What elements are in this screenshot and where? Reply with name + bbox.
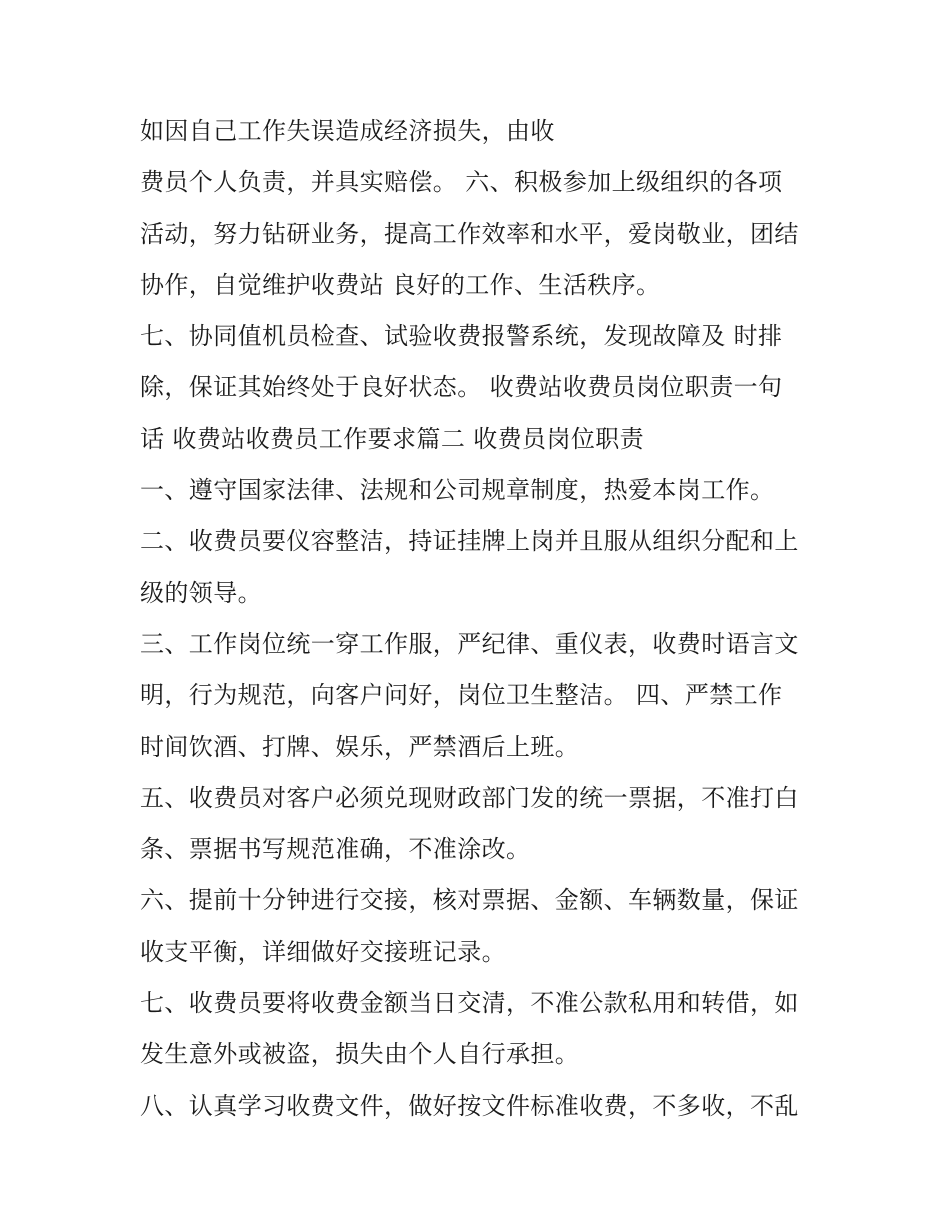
text-line: 二、收费员要仪容整洁，持证挂牌上岗并且服从组织分配和上 [140,527,799,556]
text-line: 条、票据书写规范准确，不准涂改。 [140,835,531,864]
text-line: 明，行为规范，向客户问好，岗位卫生整洁。 四、严禁工作 [140,681,783,710]
text-line: 八、认真学习收费文件，做好按文件标准收费，不多收，不乱 [140,1091,799,1120]
text-line: 五、收费员对客户必须兑现财政部门发的统一票据，不准打白 [140,783,799,812]
text-line: 费员个人负责，并具实赔偿。 六、积极参加上级组织的各项 [140,168,783,197]
text-line: 如因自己工作失误造成经济损失，由收 [140,117,555,145]
text-line: 七、收费员要将收费金额当日交清，不准公款私用和转借，如 [140,989,799,1018]
text-line: 七、协同值机员检查、试验收费报警系统，发现故障及 时排 [140,322,783,351]
text-line: 除，保证其始终处于良好状态。 收费站收费员岗位职责一句 [140,373,783,402]
text-line: 协作，自觉维护收费站 良好的工作、生活秩序。 [140,270,661,299]
text-line: 六、提前十分钟进行交接，核对票据、金额、车辆数量，保证 [140,886,799,915]
text-line: 时间饮酒、打牌、娱乐，严禁酒后上班。 [140,732,580,761]
document-body [140,106,830,1132]
text-line: 发生意外或被盗，损失由个人自行承担。 [140,1040,580,1069]
text-line: 级的领导。 [140,578,262,607]
text-line: 一、遵守国家法律、法规和公司规章制度，热爱本岗工作。 [140,476,775,505]
text-line: 话 收费站收费员工作要求篇二 收费员岗位职责 [140,424,645,453]
text-line: 三、工作岗位统一穿工作服，严纪律、重仪表，收费时语言文 [140,629,799,658]
text-line: 收支平衡，详细做好交接班记录。 [140,937,506,966]
text-line: 活动，努力钻研业务，提高工作效率和水平，爱岗敬业，团结 [140,219,799,248]
